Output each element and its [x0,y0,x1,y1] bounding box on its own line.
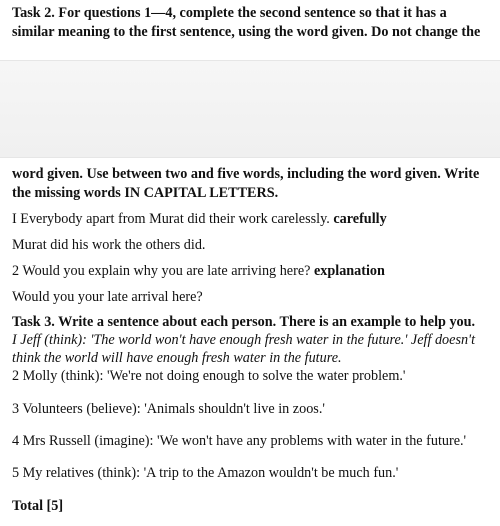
task3-item-5: 5 My relatives (think): 'A trip to the Amazon wouldn't be much fun.' [12,465,399,481]
q2-sentence [12,262,385,280]
q1-answer: Murat did his work the others did. [12,237,206,253]
task3-item-3: 3 Volunteers (believe): 'Animals shouldn't live in zoos.' [12,401,325,417]
q1-sentence [12,210,387,228]
page-gap [0,60,500,158]
task3-heading: Task 3. Write a sentence about each person. There is an example to help you. [12,314,476,330]
task2-instructions-line1: Task 2. For questions 1—4, complete the second sentence so that it has a [12,5,447,21]
q1-sentence-text: I Everybody apart from Murat did their work carelessly. [12,211,330,227]
task2-instructions-line3: word given. Use between two and five words, including the word given. Write [12,166,480,182]
task3-item-2: 2 Molly (think): 'We're not doing enough to solve the water problem.' [12,368,406,384]
task2-instructions-line2: similar meaning to the first sentence, using the word given. Do not change the [12,24,481,40]
total-score: Total [5] [12,498,64,514]
q2-key-word: explanation [313,263,385,279]
q2-sentence-text: 2 Would you explain why you are late arriving here? [12,263,311,279]
task3-example-line2: think the world will have enough fresh water in the future. [12,350,342,366]
q1-key-word: carefully [333,211,387,227]
q2-answer: Would you your late arrival here? [12,289,203,305]
task3-example-line1: I Jeff (think): 'The world won't have enough fresh water in the future.' Jeff doesn't [12,332,476,348]
task2-instructions-line4: the missing words IN CAPITAL LETTERS. [12,185,279,201]
task3-item-4: 4 Mrs Russell (imagine): 'We won't have any problems with water in the future.' [12,433,467,449]
